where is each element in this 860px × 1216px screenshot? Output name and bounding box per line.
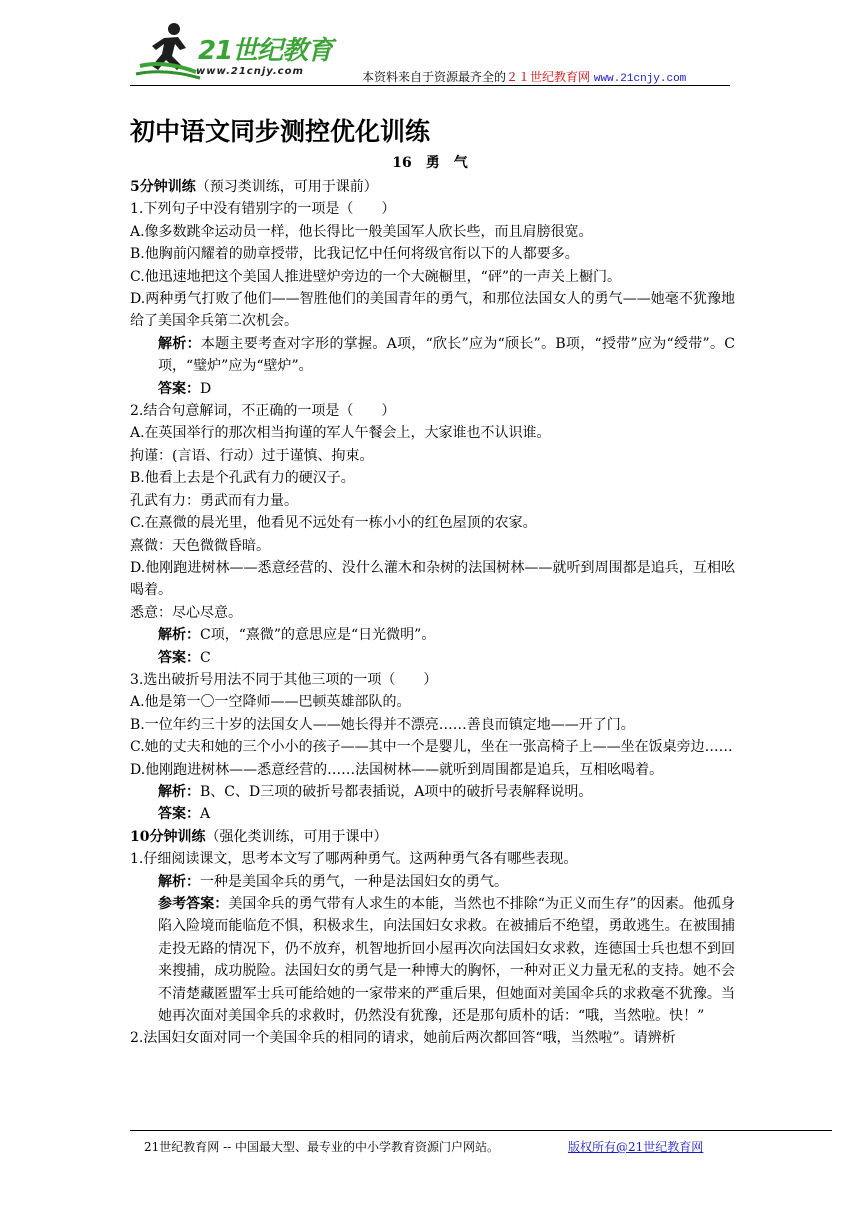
analysis-label: 解析： [158,783,200,800]
header-note-prefix: 本资料来自于资源最齐全的 [362,70,507,84]
answer [130,378,735,400]
analysis [130,333,735,378]
footer-divider [130,1130,832,1131]
lesson-title: 16 勇 气 [392,155,468,171]
header-note [362,68,686,85]
option-a: A.在英国举行的那次相当拘谨的军人午餐会上，大家谁也不认识谁。 [130,425,551,442]
analysis [130,624,735,646]
question-stem: 1.仔细阅读课文，思考本文写了哪两种勇气。这两种勇气各有哪些表现。 [130,851,578,868]
answer-text: D [200,380,212,397]
option-d: D.他刚跑进树林——悉意经营的、没什么灌木和杂树的法国树林——就听到周围都是追兵，互相吆喝着。 [130,559,735,599]
section-heading-label: 10分钟训练 [130,828,206,845]
logo-text: 21世纪教育 [198,36,333,66]
reference-answer-text: 美国伞兵的勇气带有人求生的本能，当然也不排除“为正义而生存”的因素。他孤身陷入险境而能临危不惧，积极求生，向法国妇女求救。在被捕后不绝望，勇敢逃生。在被围捕走投无路的情况下，仍不放弃，机智地折回小屋再次向法国妇女求救，连德国士兵也想不到回来搜捕，成功脱险。法国妇女的勇气是一种博大的胸怀，一种对正义力量无私的支持。她不会不清楚藏匿盟军士兵可能给她的一家带来的严重后果，但她面对美国伞兵的求救毫不犹豫。当她再次面对美国伞兵的求救时，仍然没有犹豫，还是那句质朴的话：“哦，当然啦。快！” [158,896,736,1025]
option-d: D.两种勇气打败了他们——智胜他们的美国青年的勇气，和那位法国女人的勇气——她毫不犹豫地给了美国伞兵第二次机会。 [130,291,735,330]
running-figure-icon [134,20,204,80]
definition: 熹微：天色微微昏暗。 [130,537,270,554]
option-c: C.他迅速地把这个美国人推进壁炉旁边的一个大碗橱里，“砰”的一声关上橱门。 [130,268,621,285]
option-c: C.她的丈夫和她的三个小小的孩子——其中一个是婴儿，坐在一张高椅子上——坐在饭桌旁边…… [130,739,733,756]
section-heading [130,826,735,848]
question-stem: 3.选出破折号用法不同于其他三项的一项（ ） [130,671,438,688]
definition: 悉意：尽心尽意。 [130,604,242,621]
analysis [130,781,735,803]
section-heading [130,176,735,198]
answer [130,803,735,825]
footer-text: 21世纪教育网 -- 中国最大型、最专业的中小学教育资源门户网站。 [144,1140,500,1154]
header-note-url[interactable]: www.21cnjy.com [593,73,687,85]
answer [130,647,735,669]
option-c: C.在熹微的晨光里，他看见不远处有一栋小小的红色屋顶的农家。 [130,515,537,532]
analysis-label: 解析： [158,873,200,890]
question-stem: 2.法国妇女面对同一个美国伞兵的相同的请求，她前后两次都回答“哦，当然啦”。请辨析 [130,1030,676,1047]
answer-label: 答案： [158,380,200,397]
answer-label: 答案： [158,649,200,666]
option-a: A.像多数跳伞运动员一样，他长得比一般美国军人欣长些，而且肩膀很宽。 [130,223,593,240]
analysis-text: 一种是美国伞兵的勇气，一种是法国妇女的勇气。 [200,873,508,890]
analysis-text: B、C、D三项的破折号都表插说，A项中的破折号表解释说明。 [200,783,593,800]
answer-text: C [200,649,211,666]
logo-url: www.21cnjy.com [196,66,304,77]
analysis [130,871,735,893]
header-note-brand: ２１世纪教育网 [506,70,591,84]
section-heading-note: （预习类训练，可用于课前） [195,179,378,195]
answer-label: 答案： [158,806,200,823]
option-a: A.他是第一〇一空降师——巴顿英雄部队的。 [130,694,411,711]
option-d: D.他刚跑进树林——悉意经营的……法国树林——就听到周围都是追兵，互相吆喝着。 [130,761,664,778]
option-b: B.一位年约三十岁的法国女人——她长得并不漂亮……善良而镇定地——开了门。 [130,716,635,733]
site-logo[interactable] [134,20,354,80]
option-b: B.他胸前闪耀着的勋章授带，比我记忆中任何将级官衔以下的人都要多。 [130,246,579,263]
reference-answer [130,893,735,1027]
question-stem: 1.下列句子中没有错别字的一项是（ ） [130,201,396,218]
analysis-text: C项，“熹微”的意思应是“日光微明”。 [200,627,436,644]
option-b: B.他看上去是个孔武有力的硬汉子。 [130,470,355,487]
document-body [130,176,735,1050]
question-stem: 2.结合句意解词，不正确的一项是（ ） [130,403,396,420]
page-header [0,0,860,90]
copyright-link[interactable]: 版权所有@21世纪教育网 [568,1140,704,1154]
definition: 孔武有力：勇武而有力量。 [130,492,298,509]
analysis-label: 解析： [158,627,200,644]
analysis-label: 解析： [158,335,201,352]
section-heading-label: 5分钟训练 [130,179,196,195]
definition: 拘谨：(言语、行动）过于谨慎、拘束。 [130,447,374,464]
document-title: 初中语文同步测控优化训练 [130,117,431,146]
answer-text: A [200,806,211,823]
header-divider [130,85,730,86]
analysis-text: 本题主要考查对字形的掌握。A项，“欣长”应为“颀长”。B项，“授带”应为“绶带”。C项，“璧炉”应为“壁炉”。 [158,335,736,375]
section-heading-note: （强化类训练，可用于课中） [205,828,388,845]
reference-answer-label: 参考答案： [158,896,229,912]
